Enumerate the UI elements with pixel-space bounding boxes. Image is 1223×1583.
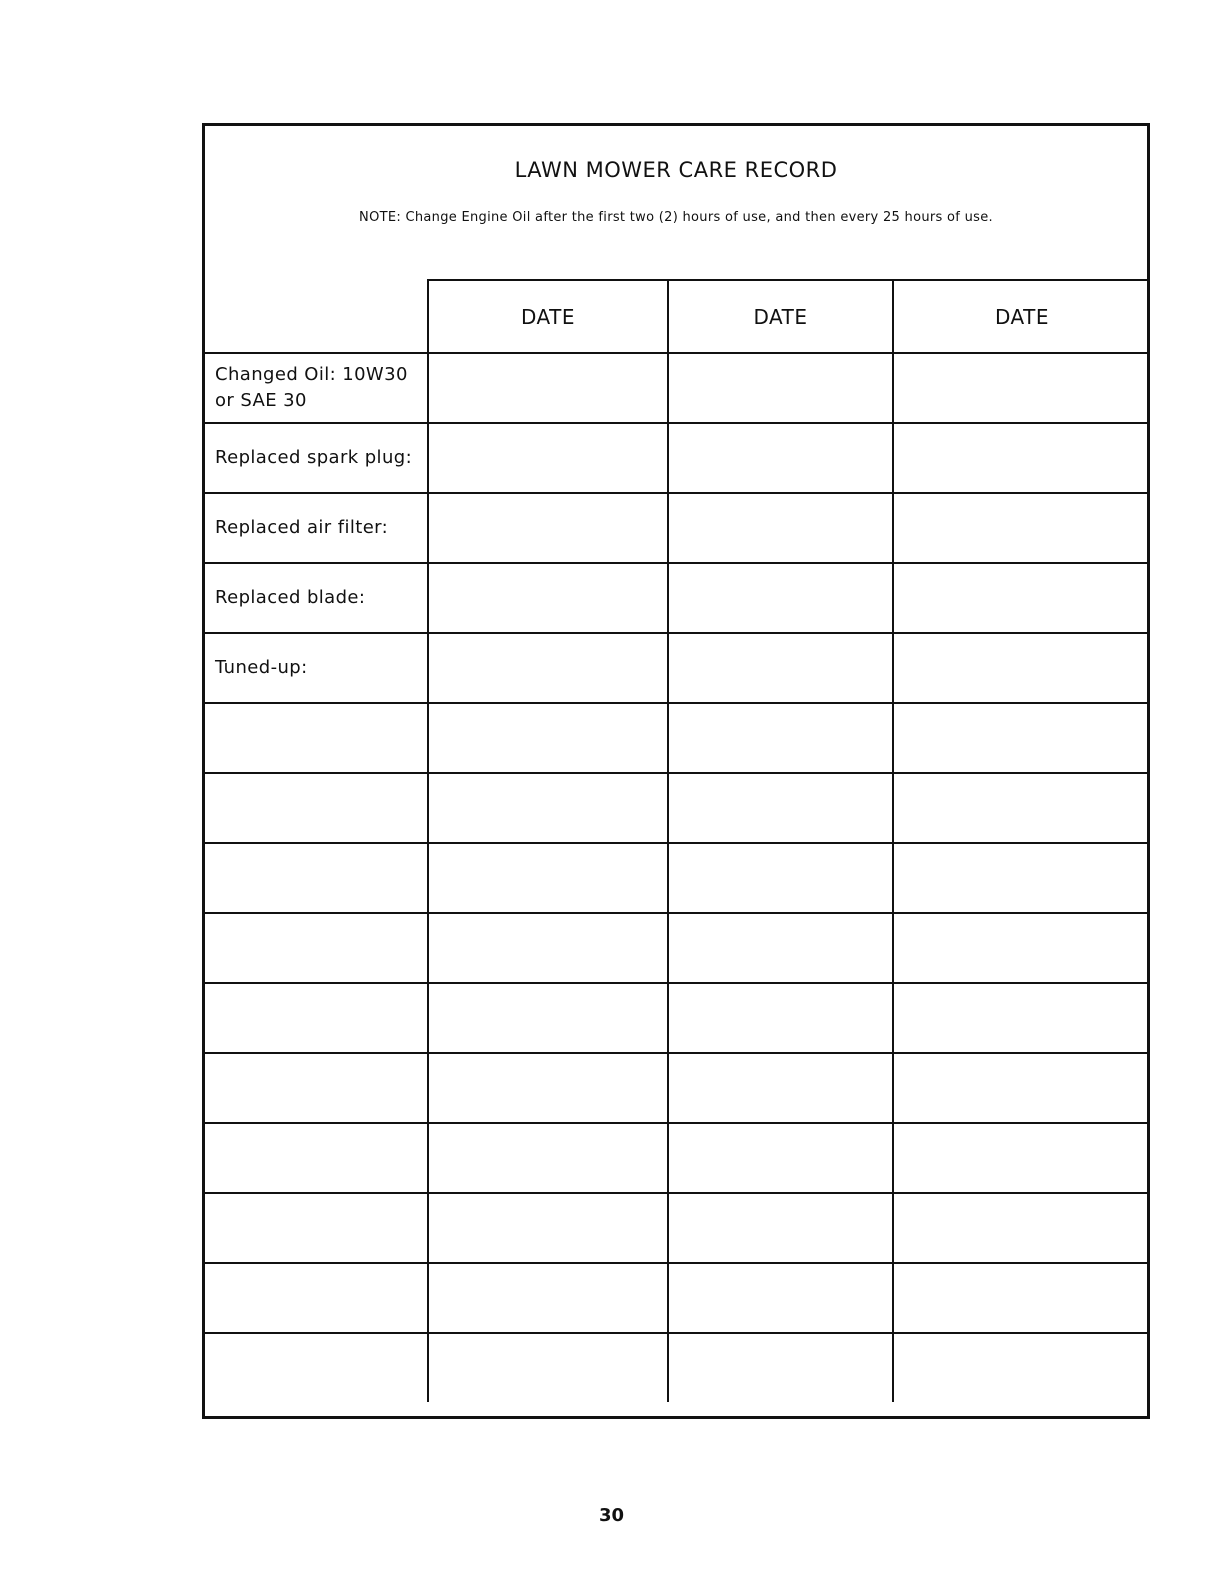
date-entry-cell[interactable] — [428, 563, 668, 633]
date-entry-cell[interactable] — [668, 1333, 893, 1402]
date-entry-cell[interactable] — [893, 1333, 1150, 1402]
table-row — [205, 1263, 1150, 1333]
date-entry-cell[interactable] — [428, 423, 668, 493]
date-entry-cell[interactable] — [893, 423, 1150, 493]
table-row — [205, 913, 1150, 983]
date-entry-cell[interactable] — [893, 1053, 1150, 1123]
row-label[interactable] — [205, 1333, 428, 1402]
date-entry-cell[interactable] — [893, 843, 1150, 913]
date-entry-cell[interactable] — [668, 1193, 893, 1263]
date-entry-cell[interactable] — [428, 1193, 668, 1263]
date-entry-cell[interactable] — [668, 1263, 893, 1333]
date-entry-cell[interactable] — [668, 563, 893, 633]
row-label[interactable] — [205, 983, 428, 1053]
maintenance-log-table — [205, 279, 1150, 1402]
table-row — [205, 563, 1150, 633]
date-entry-cell[interactable] — [428, 493, 668, 563]
table-row — [205, 353, 1150, 423]
date-entry-cell[interactable] — [668, 423, 893, 493]
date-entry-cell[interactable] — [428, 773, 668, 843]
row-label[interactable] — [205, 913, 428, 983]
date-entry-cell[interactable] — [893, 563, 1150, 633]
table-row — [205, 633, 1150, 703]
date-entry-cell[interactable] — [428, 1053, 668, 1123]
table-row — [205, 423, 1150, 493]
row-label: Replaced spark plug: — [205, 423, 428, 493]
date-column-header-3: DATE — [893, 280, 1150, 353]
date-entry-cell[interactable] — [428, 1263, 668, 1333]
row-label: Tuned-up: — [205, 633, 428, 703]
date-entry-cell[interactable] — [668, 1123, 893, 1193]
date-entry-cell[interactable] — [893, 913, 1150, 983]
date-entry-cell[interactable] — [668, 353, 893, 423]
date-entry-cell[interactable] — [668, 703, 893, 773]
row-label: Replaced blade: — [205, 563, 428, 633]
row-label[interactable] — [205, 773, 428, 843]
date-entry-cell[interactable] — [893, 703, 1150, 773]
date-entry-cell[interactable] — [428, 703, 668, 773]
table-row — [205, 493, 1150, 563]
row-label[interactable] — [205, 1263, 428, 1333]
date-entry-cell[interactable] — [428, 1333, 668, 1402]
date-entry-cell[interactable] — [668, 843, 893, 913]
row-label: Replaced air filter: — [205, 493, 428, 563]
row-label[interactable] — [205, 703, 428, 773]
date-entry-cell[interactable] — [893, 983, 1150, 1053]
form-title: LAWN MOWER CARE RECORD — [514, 158, 838, 182]
date-entry-cell[interactable] — [428, 633, 668, 703]
row-label[interactable] — [205, 843, 428, 913]
row-label[interactable] — [205, 1193, 428, 1263]
page-number: 30 — [598, 1505, 625, 1526]
oil-change-note: NOTE: Change Engine Oil after the first two (2) hours of use, and then every 25 hours of use. — [359, 210, 993, 225]
table-row — [205, 1053, 1150, 1123]
table-row — [205, 843, 1150, 913]
date-entry-cell[interactable] — [668, 633, 893, 703]
date-column-header-2: DATE — [668, 280, 893, 353]
date-entry-cell[interactable] — [428, 353, 668, 423]
care-record-form — [202, 123, 1150, 1419]
date-entry-cell[interactable] — [668, 913, 893, 983]
table-header-row — [205, 280, 1150, 353]
row-label: Changed Oil: 10W30 or SAE 30 — [205, 353, 428, 423]
table-row — [205, 1333, 1150, 1402]
table-row — [205, 983, 1150, 1053]
date-entry-cell[interactable] — [428, 913, 668, 983]
date-entry-cell[interactable] — [668, 983, 893, 1053]
date-entry-cell[interactable] — [428, 843, 668, 913]
corner-cell — [205, 280, 428, 353]
table-row — [205, 703, 1150, 773]
date-entry-cell[interactable] — [428, 983, 668, 1053]
date-entry-cell[interactable] — [893, 773, 1150, 843]
table-row — [205, 1123, 1150, 1193]
date-entry-cell[interactable] — [668, 1053, 893, 1123]
date-entry-cell[interactable] — [893, 353, 1150, 423]
date-column-header-1: DATE — [428, 280, 668, 353]
date-entry-cell[interactable] — [893, 1193, 1150, 1263]
row-label[interactable] — [205, 1053, 428, 1123]
date-entry-cell[interactable] — [668, 493, 893, 563]
date-entry-cell[interactable] — [893, 633, 1150, 703]
date-entry-cell[interactable] — [893, 493, 1150, 563]
date-entry-cell[interactable] — [893, 1263, 1150, 1333]
table-row — [205, 1193, 1150, 1263]
date-entry-cell[interactable] — [668, 773, 893, 843]
date-entry-cell[interactable] — [893, 1123, 1150, 1193]
date-entry-cell[interactable] — [428, 1123, 668, 1193]
row-label[interactable] — [205, 1123, 428, 1193]
table-row — [205, 773, 1150, 843]
